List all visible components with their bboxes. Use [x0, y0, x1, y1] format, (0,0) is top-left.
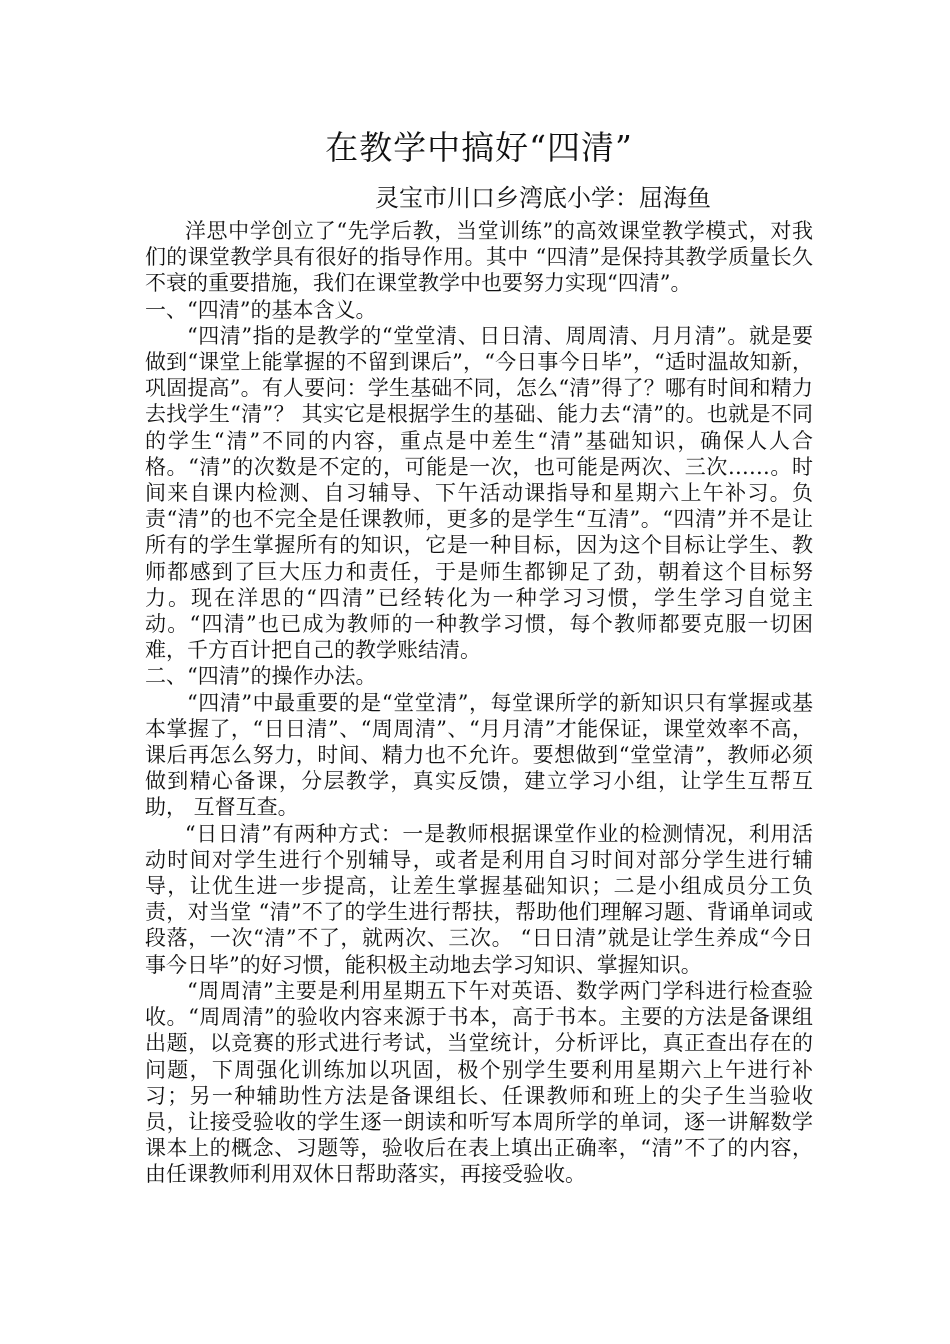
section-2-paragraph-2: “日日清”有两种方式：一是教师根据课堂作业的检测情况，利用活动时间对学生进行个别辅导，或者是利用自习时间对部分学生进行辅导，让优生进一步提高，让差生掌握基础知识；二是小组成员分工负责，对当堂 “清”不了的学生进行帮扶，帮助他们理解习题、背诵单词或段落，一次“清”不了，就两次、三次。 “日日清”就是让学生养成“今日事今日毕”的好习惯，能积极主动地去学习知识、掌握知识。	[145, 821, 813, 977]
section-1-paragraph: “四清”指的是教学的“堂堂清、日日清、周周清、月月清”。就是要做到“课堂上能掌握的不留到课后”，“今日事今日毕”，“适时温故知新，巩固提高”。有人要问：学生基础不同，怎么“清”得了？哪有时间和精力去找学生“清”？ 其实它是根据学生的基础、能力去“清”的。也就是不同的学生“清”不同的内容，重点是中差生“清”基础知识，确保人人合格。“清”的次数是不定的，可能是一次，也可能是两次、三次……。时间来自课内检测、自习辅导、下午活动课指导和星期六上午补习。负责“清”的也不完全是任课教师，更多的是学生“互清”。“四清”并不是让所有的学生掌握所有的知识，它是一种目标，因为这个目标让学生、教师都感到了巨大压力和责任，于是师生都铆足了劲，朝着这个目标努力。现在洋思的“四清”已经转化为一种学习习惯，学生学习自觉主动。“四清”也已成为教师的一种教学习惯，每个教师都要克服一切困难，千方百计把自己的教学账结清。	[145, 323, 813, 663]
section-heading-2: 二、“四清”的操作办法。	[145, 664, 377, 689]
section-2-paragraph-1: “四清”中最重要的是“堂堂清”，每堂课所学的新知识只有掌握或基本掌握了，“日日清”、“周周清”、“月月清”才能保证，课堂效率不高，课后再怎么努力，时间、精力也不允许。要想做到“堂堂清”，教师必须做到精心备课，分层教学，真实反馈，建立学习小组，让学生互帮互助， 互督互查。	[145, 690, 813, 820]
document-page	[145, 120, 813, 1188]
section-2-paragraph-3: “周周清”主要是利用星期五下午对英语、数学两门学科进行检查验收。“周周清”的验收内容来源于书本，高于书本。主要的方法是备课组出题，以竞赛的形式进行考试，当堂统计，分析评比，真正查出存在的问题，下周强化训练加以巩固，极个别学生要利用星期六上午进行补习；另一种辅助性方法是备课组长、任课教师和班上的尖子生当验收员，让接受验收的学生逐一朗读和听写本周所学的单词，逐一讲解数学课本上的概念、习题等，验收后在表上填出正确率，“清”不了的内容，由任课教师利用双休日帮助落实，再接受验收。	[145, 978, 813, 1187]
document-title: 在教学中搞好“四清”	[325, 128, 633, 167]
section-heading-1: 一、“四清”的基本含义。	[145, 297, 377, 322]
author-line: 灵宝市川口乡湾底小学：屈海鱼	[375, 184, 711, 212]
intro-paragraph: 洋思中学创立了“先学后教，当堂训练”的高效课堂教学模式，对我们的课堂教学具有很好的指导作用。其中 “四清”是保持其教学质量长久不衰的重要措施，我们在课堂教学中也要努力实现“四清”。	[145, 219, 813, 296]
